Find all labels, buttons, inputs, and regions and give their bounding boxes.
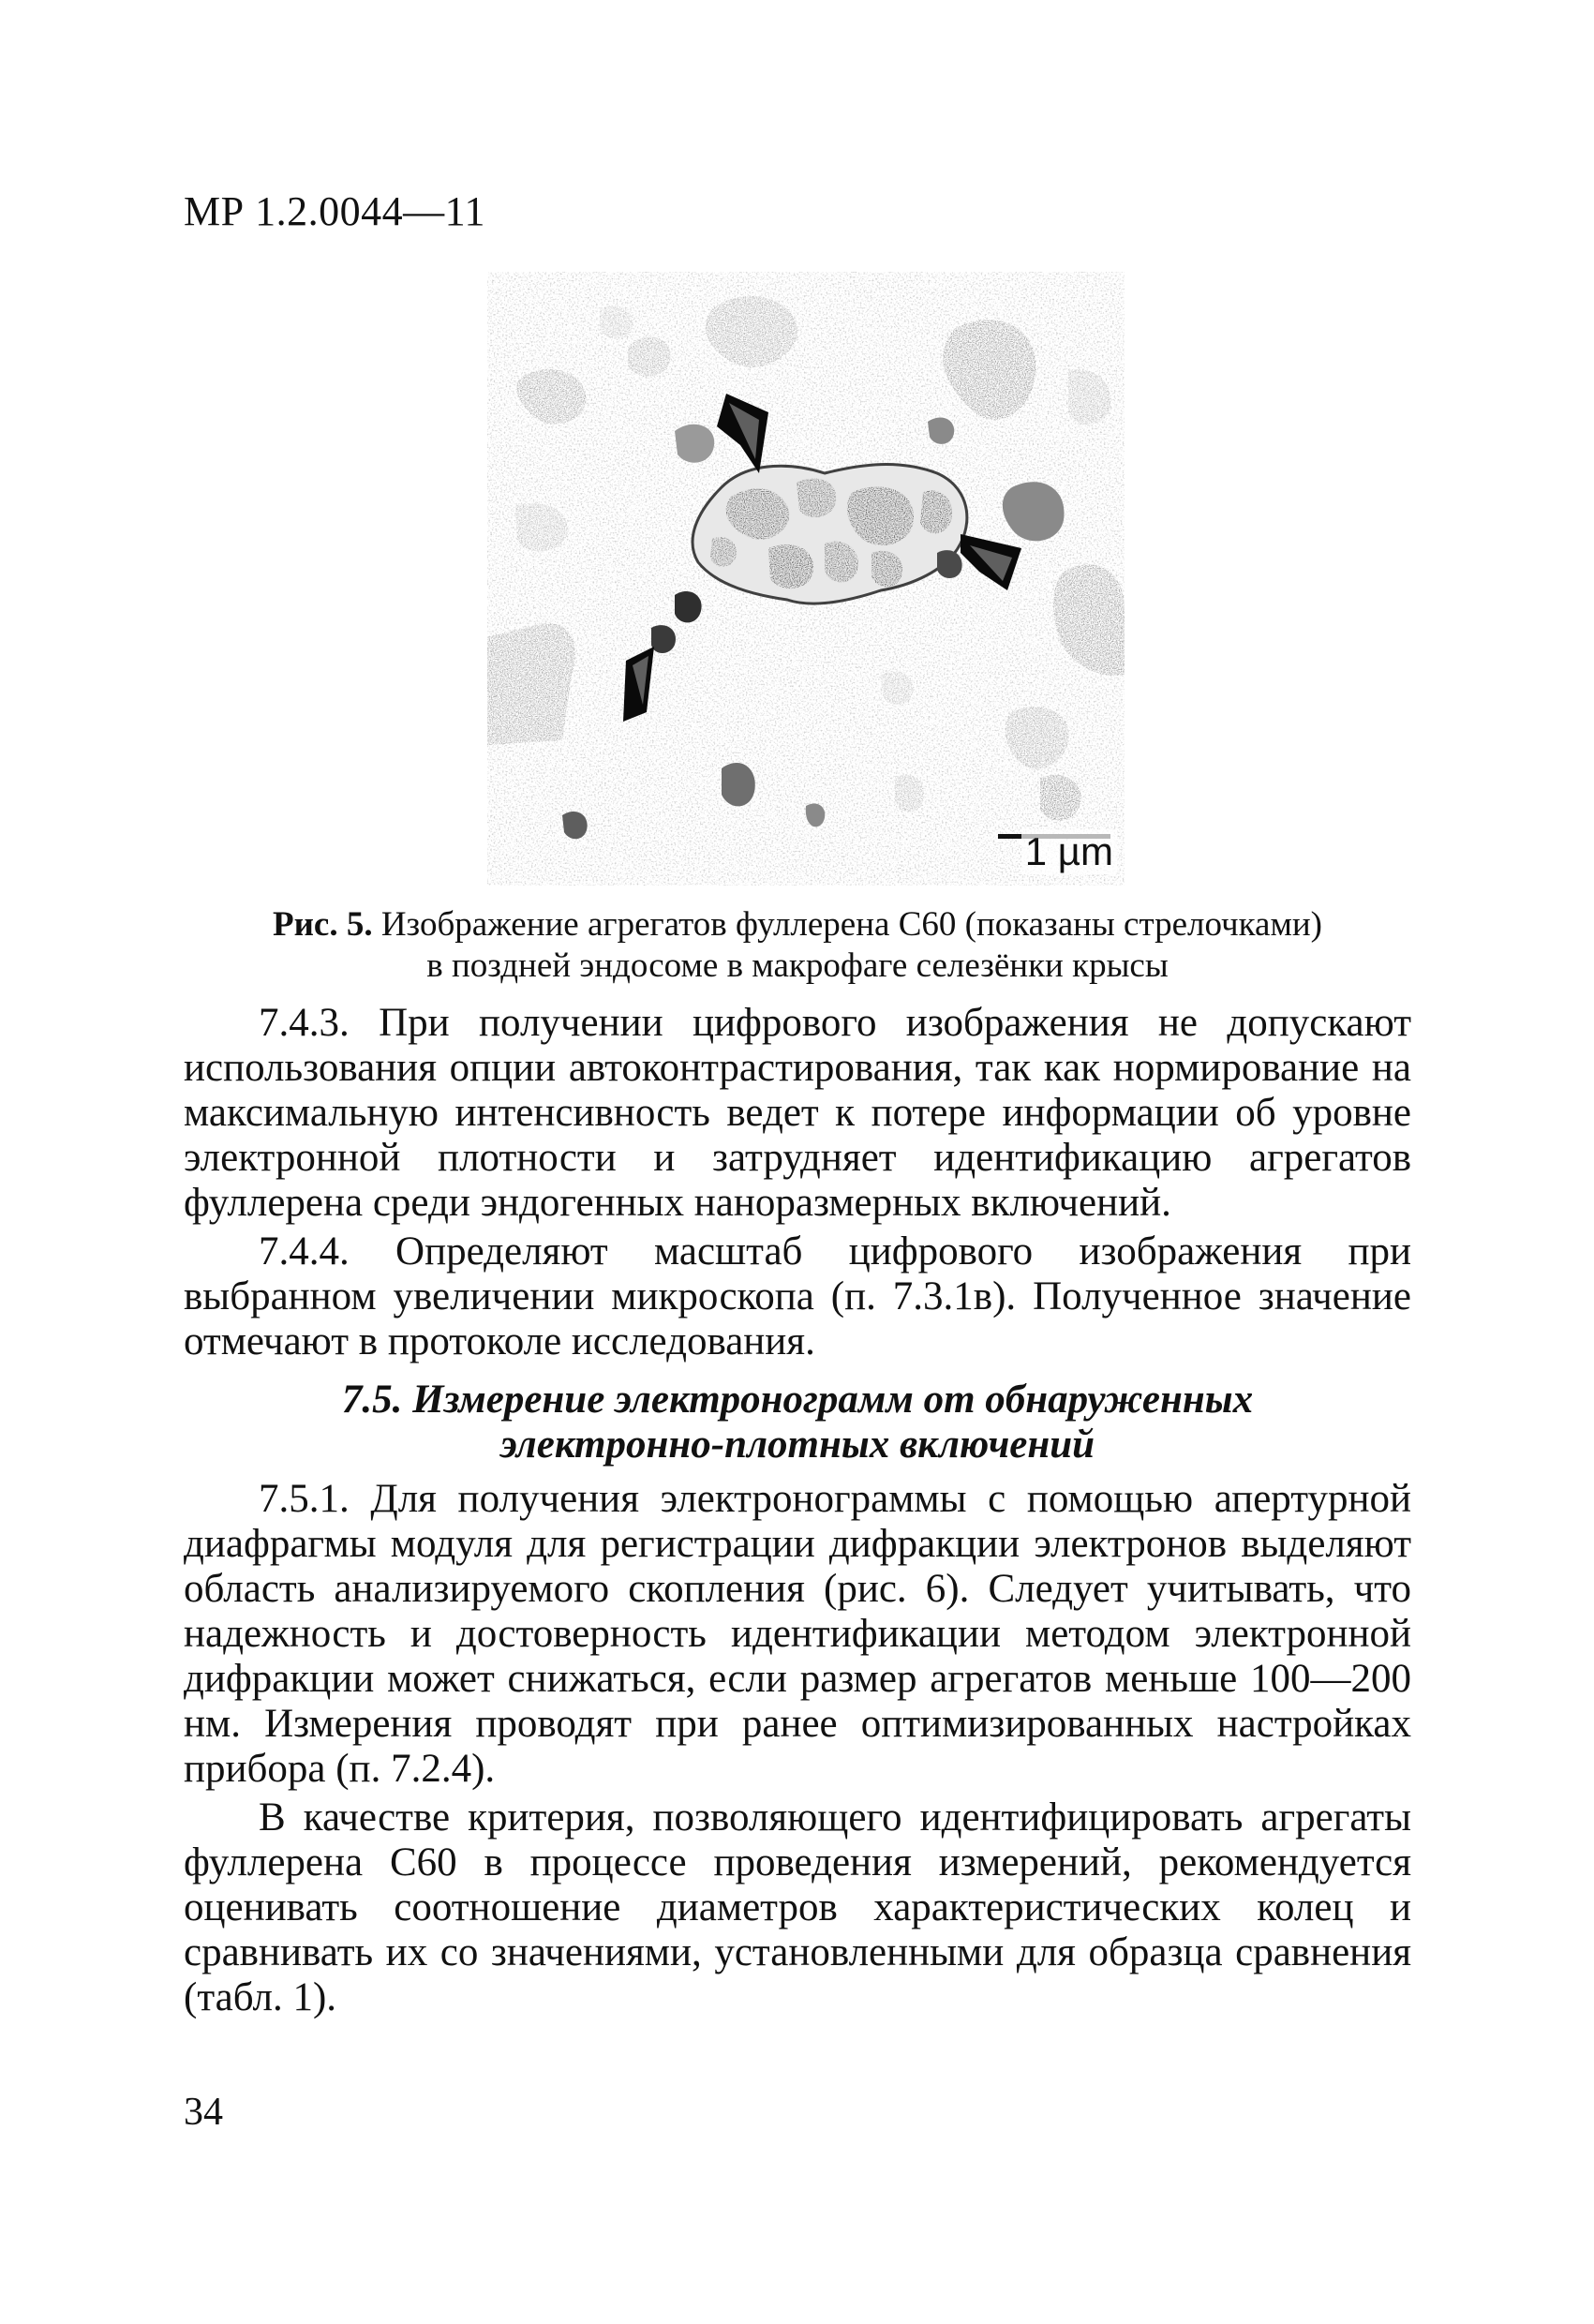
page-number: 34 xyxy=(184,2091,223,2134)
paragraph-7-4-4 xyxy=(184,1229,1411,1364)
paragraph-7-4-4-text: 7.4.4. Определяют масштаб цифрового изображения при выбранном увеличении микроскопа (п. 7.3.1в). Полученное значение отмечают в протоколе исследования. xyxy=(184,1229,1411,1363)
figure-caption-line1: Изображение агрегатов фуллерена С60 (показаны стрелочками) xyxy=(380,905,1322,944)
paragraph-criteria xyxy=(184,1795,1411,2020)
paragraph-criteria-text: В качестве критерия, позволяющего идентифицировать агрегаты фуллерена С60 в процессе проведения измерений, рекомендуется оценивать соотношение диаметров характеристических колец и сравнивать их со значениями, установленными для образца сравнения (табл. 1). xyxy=(184,1795,1411,2019)
paragraph-7-5-1-text: 7.5.1. Для получения электронограммы с помощью апертурной диафрагмы модуля для регистрации дифракции электронов выделяют область анализируемого скопления (рис. 6). Следует учитывать, что надежность и достоверность идентификации методом электронной дифракции может снижаться, если размер агрегатов меньше 100—200 нм. Измерения проводят при ранее оптимизированных настройках прибора (п. 7.2.4). xyxy=(184,1477,1411,1791)
figure-caption-label: Рис. 5. xyxy=(272,905,373,944)
figure-caption-line2: в поздней эндосоме в макрофаге селезёнки крысы xyxy=(426,946,1169,985)
paragraph-7-5-1 xyxy=(184,1477,1411,1792)
figure-caption xyxy=(184,904,1411,987)
paragraph-7-4-3 xyxy=(184,1001,1411,1226)
section-title-line2: электронно-плотных включений xyxy=(499,1423,1095,1467)
document-body xyxy=(184,1001,1411,2020)
micrograph-figure xyxy=(487,272,1125,886)
micrograph-image xyxy=(487,272,1125,886)
scale-bar-label: 1 µm xyxy=(1021,829,1117,874)
paragraph-7-4-3-text: 7.4.3. При получении цифрового изображения не допускают использования опции автоконтрастирования, так как нормирование на максимальную интенсивность ведет к потере информации об уровне электронной плотности и затрудняет идентификацию агрегатов фуллерена среди эндогенных наноразмерных включений. xyxy=(184,1001,1411,1225)
document-code: МР 1.2.0044—11 xyxy=(184,188,485,234)
section-title-line1: 7.5. Измерение электронограмм от обнаруженных xyxy=(341,1378,1254,1422)
section-title-7-5 xyxy=(184,1378,1411,1467)
